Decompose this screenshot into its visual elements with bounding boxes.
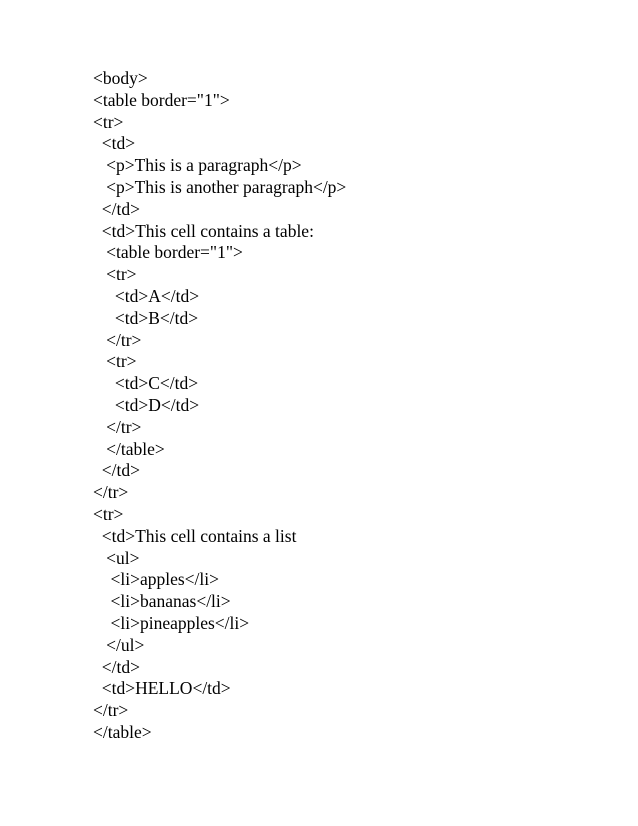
code-line: </td> <box>93 656 140 677</box>
code-line: <tr> <box>93 264 137 285</box>
code-line: <td>This cell contains a list <box>93 525 297 546</box>
code-line: <p>This is another paragraph</p> <box>93 176 347 197</box>
code-line: <li>apples</li> <box>93 569 219 590</box>
code-line: <li>pineapples</li> <box>93 612 250 633</box>
code-line: <td>D</td> <box>93 394 200 415</box>
code-line: <p>This is a paragraph</p> <box>93 155 302 176</box>
code-line: </table> <box>93 721 152 742</box>
code-line: </tr> <box>93 329 142 350</box>
code-line: </tr> <box>93 700 129 721</box>
code-line: </tr> <box>93 482 129 503</box>
code-line: <body> <box>93 68 148 88</box>
code-line: <table border="1"> <box>93 242 243 263</box>
code-line: <tr> <box>93 351 137 372</box>
code-line: <ul> <box>93 547 140 568</box>
code-line: <td>This cell contains a table: <box>93 220 314 241</box>
code-line: <li>bananas</li> <box>93 591 231 612</box>
code-line: </tr> <box>93 416 142 437</box>
code-line: <td>HELLO</td> <box>93 678 231 699</box>
code-line: </td> <box>93 460 140 481</box>
code-line: </table> <box>93 438 165 459</box>
html-code-listing <box>93 68 346 744</box>
code-line: <tr> <box>93 503 124 524</box>
code-line: <table border="1"> <box>93 89 230 110</box>
code-line: <td>C</td> <box>93 373 199 394</box>
code-line: <tr> <box>93 111 124 132</box>
code-line: <td>B</td> <box>93 307 199 328</box>
code-line: <td>A</td> <box>93 285 200 306</box>
code-line: </ul> <box>93 634 145 655</box>
code-line: </td> <box>93 198 140 219</box>
code-line: <td> <box>93 133 136 154</box>
